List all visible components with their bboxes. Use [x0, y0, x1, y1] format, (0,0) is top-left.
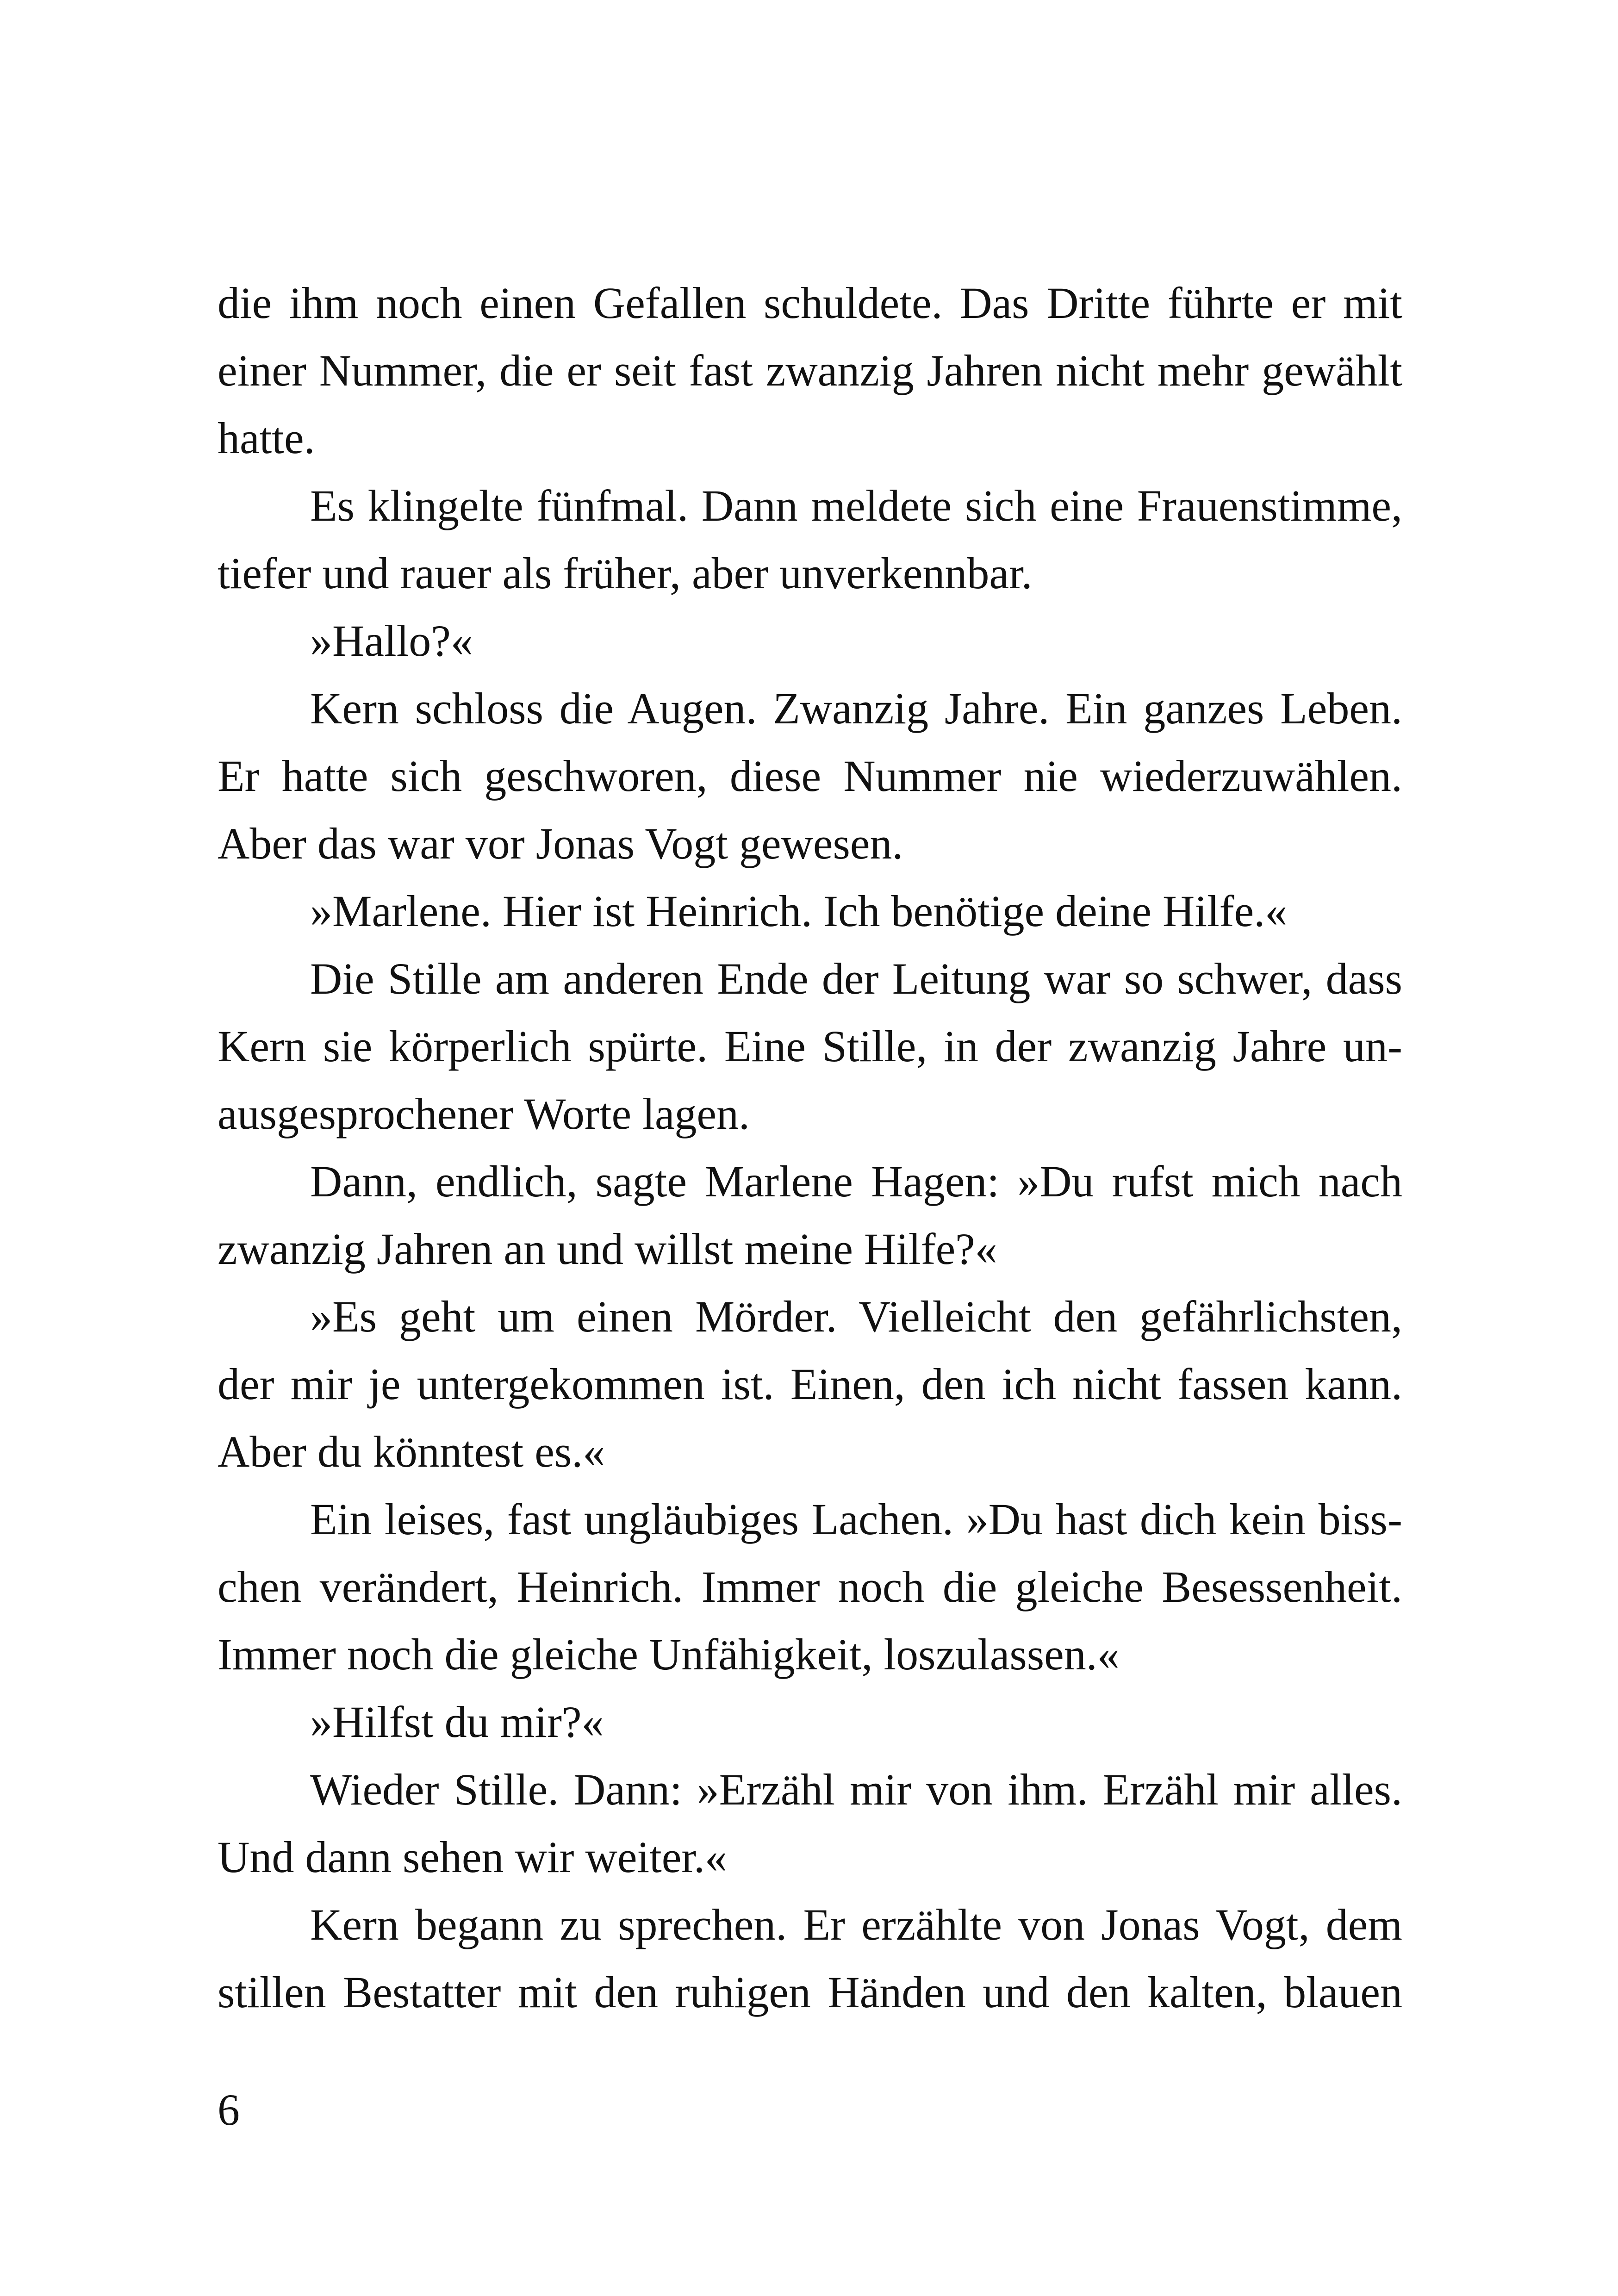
- text-line: zwanzig Jahren an und willst meine Hilfe?«: [218, 1224, 997, 1274]
- text-line: »Hallo?«: [310, 616, 473, 666]
- text-line: Kern schloss die Augen. Zwanzig Jahre. Ein ganzes Leben.: [310, 684, 1402, 733]
- text-line: der mir je untergekommen ist. Einen, den ich nicht fassen kann.: [218, 1359, 1402, 1409]
- text-line: Dann, endlich, sagte Marlene Hagen: »Du rufst mich nach: [310, 1157, 1402, 1206]
- text-line: Die Stille am anderen Ende der Leitung war so schwer, dass: [310, 954, 1402, 1003]
- text-line: die ihm noch einen Gefallen schuldete. Das Dritte führte er mit: [218, 278, 1402, 328]
- text-line: Er hatte sich geschworen, diese Nummer nie wiederzuwählen.: [218, 751, 1402, 801]
- body-text: [218, 269, 1402, 2026]
- text-line: hatte.: [218, 413, 315, 463]
- text-line: Aber du könntest es.«: [218, 1427, 605, 1476]
- text-line: chen verändert, Heinrich. Immer noch die gleiche Besessenheit.: [218, 1562, 1402, 1612]
- page-number: 6: [218, 2085, 240, 2134]
- text-line: Aber das war vor Jonas Vogt gewesen.: [218, 819, 903, 868]
- text-line: »Es geht um einen Mörder. Vielleicht den gefährlichsten,: [310, 1292, 1402, 1341]
- text-line: ausgesprochener Worte lagen.: [218, 1089, 750, 1139]
- text-line: Kern begann zu sprechen. Er erzählte von Jonas Vogt, dem: [310, 1900, 1402, 1949]
- text-line: »Marlene. Hier ist Heinrich. Ich benötige deine Hilfe.«: [310, 886, 1288, 936]
- text-line: Und dann sehen wir weiter.«: [218, 1832, 728, 1882]
- text-line: stillen Bestatter mit den ruhigen Händen und den kalten, blauen: [218, 1967, 1402, 2017]
- text-line: Kern sie körperlich spürte. Eine Stille, in der zwanzig Jahre un-: [218, 1021, 1402, 1071]
- text-line: Es klingelte fünfmal. Dann meldete sich eine Frauenstimme,: [310, 481, 1402, 530]
- text-line: »Hilfst du mir?«: [310, 1697, 604, 1747]
- text-line: Wieder Stille. Dann: »Erzähl mir von ihm. Erzähl mir alles.: [310, 1765, 1402, 1814]
- text-line: tiefer und rauer als früher, aber unverkennbar.: [218, 548, 1033, 598]
- text-line: einer Nummer, die er seit fast zwanzig Jahren nicht mehr gewählt: [218, 346, 1402, 395]
- text-line: Ein leises, fast ungläubiges Lachen. »Du hast dich kein biss-: [310, 1494, 1402, 1544]
- text-line: Immer noch die gleiche Unfähigkeit, loszulassen.«: [218, 1630, 1120, 1679]
